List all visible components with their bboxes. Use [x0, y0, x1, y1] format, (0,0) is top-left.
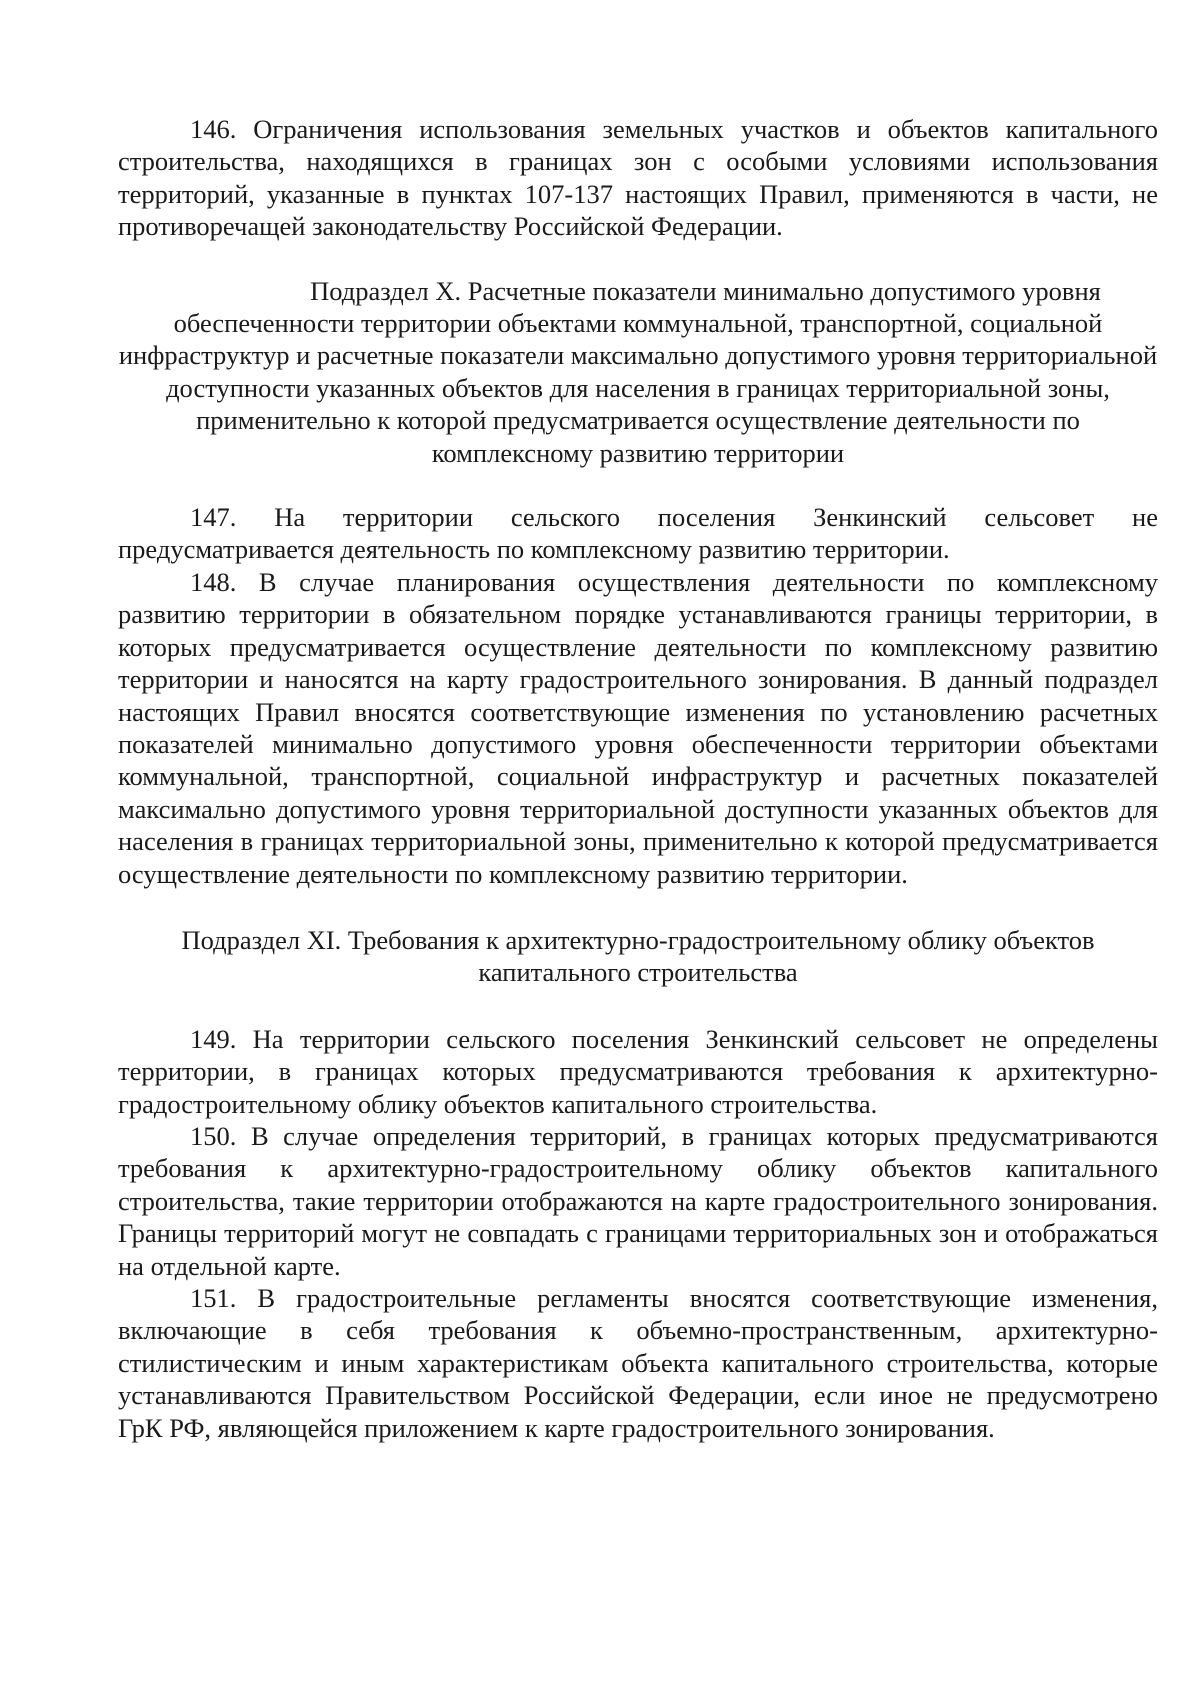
- spacer: [118, 469, 1158, 501]
- paragraph-150: 150. В случае определения территорий, в границах которых предусматриваются требования к архитектурно-градостроительному облику объектов капитального строительства, такие территории отображаются на карте градостроительного зонирования. Границы территорий могут не совпадать с границами территориальных зон и отображаться на отдельной карте.: [118, 1120, 1158, 1281]
- paragraph-147: 147. На территории сельского поселения Зенкинский сельсовет не предусматривается деятельность по комплексному развитию территории.: [118, 502, 1158, 565]
- paragraph-148: 148. В случае планирования осуществления деятельности по комплексному развитию территории в обязательном порядке устанавливаются границы территории, в которых предусматривается осуществление деятельности по комплексному развитию территории и наносятся на карту градостроительного зонирования. В данный подраздел настоящих Правил вносятся соответствующие изменения по установлению расчетных показателей минимально допустимого уровня обеспеченности территории объектами коммунальной, транспортной, социальной инфраструктур и расчетных показателей максимально допустимого уровня территориальной доступности указанных объектов для населения в границах территориальной зоны, применительно к которой предусматривается осуществление деятельности по комплексному развитию территории.: [118, 566, 1158, 889]
- document-page: [118, 113, 1158, 1444]
- spacer: [118, 890, 1158, 924]
- subsection-xi-heading: Подраздел XI. Требования к архитектурно-градостроительному облику объектов капитального строительства: [181, 924, 1095, 988]
- paragraph-151: 151. В градостроительные регламенты вносятся соответствующие изменения, включающие в себя требования к объемно-пространственным, архитектурно-стилистическим и иным характеристикам объекта капитального строительства, которые устанавливаются Правительством Российской Федерации, если иное не предусмотрено ГрК РФ, являющейся приложением к карте градостроительного зонирования.: [118, 1283, 1158, 1443]
- subsection-x-heading: Подраздел X. Расчетные показатели минимально допустимого уровня обеспеченности территории объектами коммунальной, транспортной, социальной инфраструктур и расчетные показатели максимально допустимого уровня территориальной доступности указанных объектов для населения в границах территориальной зоны, применительно к которой предусматривается осуществление деятельности по комплексному развитию территории: [118, 275, 1158, 468]
- spacer: [118, 989, 1158, 1023]
- paragraph-146: 146. Ограничения использования земельных участков и объектов капитального строительства, находящихся в границах зон с особыми условиями использования территорий, указанные в пунктах 107-137 настоящих Правил, применяются в части, не противоречащей законодательству Российской Федерации.: [118, 114, 1158, 242]
- spacer: [118, 243, 1158, 275]
- paragraph-149: 149. На территории сельского поселения Зенкинский сельсовет не определены территории, в границах которых предусматриваются требования к архитектурно-градостроительному облику объектов капитального строительства.: [118, 1023, 1158, 1119]
